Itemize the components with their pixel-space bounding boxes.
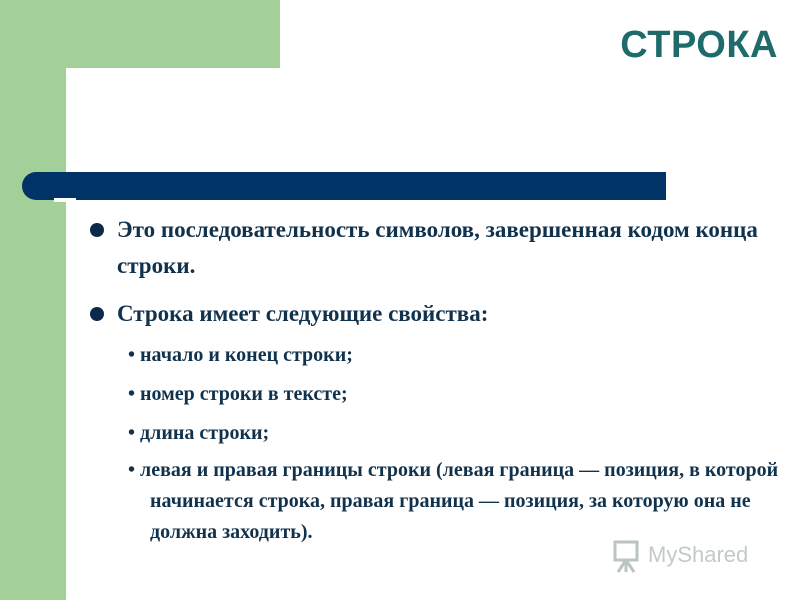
- sub-bullet-start-end: • начало и конец строки;: [128, 344, 353, 366]
- bullet-dot-icon: [90, 307, 104, 321]
- bullet-dot-icon: [90, 223, 104, 237]
- sub-bullet-boundaries: • левая и правая границы строки (левая граница — позиция, в которой начинается строка, правая граница — позиция, за которую она не должна заходить).: [128, 459, 779, 543]
- slide-title: СТРОКА: [620, 24, 778, 66]
- presentation-board-icon: [612, 538, 642, 574]
- sub-bullet-line-number: • номер строки в тексте;: [128, 383, 348, 405]
- bullet-text: Это последовательность символов, завершенная кодом конца строки.: [117, 217, 758, 278]
- watermark: [612, 538, 762, 574]
- sub-bullet-length: • длина строки;: [128, 422, 270, 444]
- watermark-text: MyShared: [648, 542, 749, 567]
- bullet-definition: [117, 212, 800, 284]
- bullet-text: Строка имеет следующие свойства:: [117, 301, 489, 326]
- bullet-properties: [117, 296, 800, 332]
